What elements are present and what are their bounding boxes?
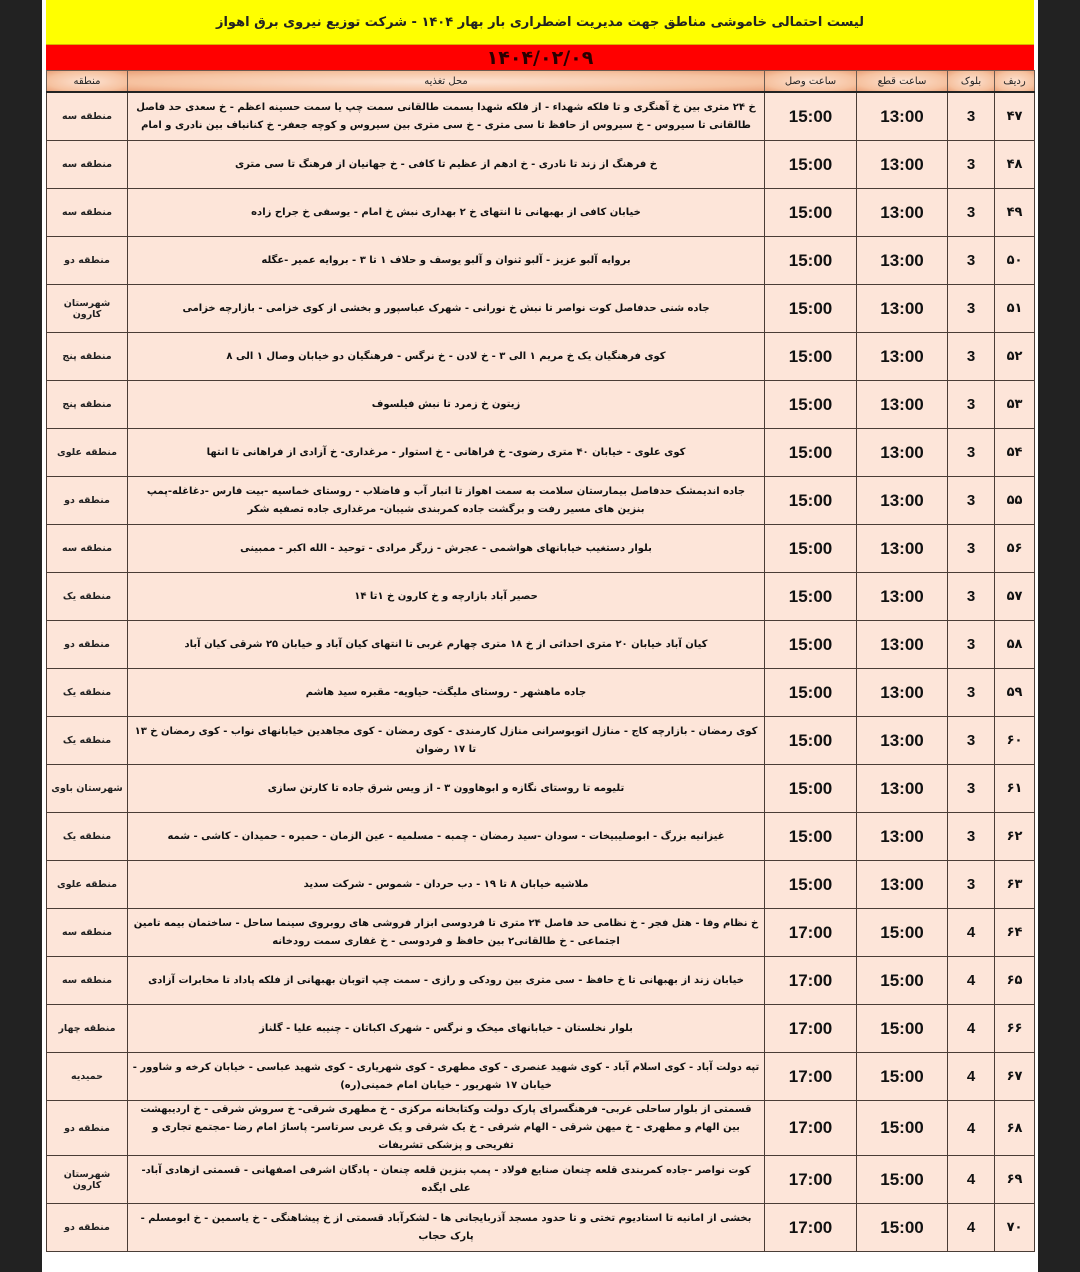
region-cell: منطقه یک xyxy=(47,813,128,861)
row-number-cell: ۶۸ xyxy=(995,1101,1035,1156)
off-time-cell: 13:00 xyxy=(857,621,948,669)
row-number-cell: ۴۸ xyxy=(995,141,1035,189)
block-cell: 3 xyxy=(948,669,995,717)
on-time-cell: 15:00 xyxy=(765,573,857,621)
row-number-cell: ۶۵ xyxy=(995,957,1035,1005)
feed-location-cell: بروایه آلبو عزیز - آلبو ثنوان و آلبو یوسف و حلاف ۱ تا ۳ - بروایه عمیر -عگله xyxy=(128,237,765,285)
block-cell: 4 xyxy=(948,909,995,957)
feed-location-cell: بلوار نخلستان - خیابانهای میخک و نرگس - شهرک اکباتان - چنیبه علیا - گلناز xyxy=(128,1005,765,1053)
feed-location-cell: جاده شنی حدفاصل کوت نواصر تا نبش خ نورانی - شهرک عباسپور و بخشی از کوی خزامی - بازارچه خزامی xyxy=(128,285,765,333)
region-cell: منطقه دو xyxy=(47,1204,128,1252)
region-cell: منطقه سه xyxy=(47,141,128,189)
block-cell: 3 xyxy=(948,333,995,381)
feed-location-cell: کوی علوی - خیابان ۴۰ متری رضوی- خ فراهانی - خ استوار - مرغداری- خ آزادی از فراهانی تا انتها xyxy=(128,429,765,477)
feed-location-cell: خ نظام وفا - هتل فجر - خ نظامی حد فاصل ۲۴ متری تا فردوسی ابزار فروشی های روبروی سینما ساحل - ساختمان بیمه تامین اجتماعی - خ طالقانی۲ بین حافظ و فردوسی - خ غفاری سمت رودخانه xyxy=(128,909,765,957)
off-time-cell: 15:00 xyxy=(857,957,948,1005)
table-row xyxy=(47,1005,1035,1053)
off-time-cell: 15:00 xyxy=(857,1053,948,1101)
title-banner xyxy=(46,0,1034,45)
feed-location-cell: غیزانیه بزرگ - ابوصلیبیخات - سودان -سید رمضان - چمبه - مسلمیه - عین الزمان - حمیره - حمیدان - کاشی - شمه xyxy=(128,813,765,861)
row-number-cell: ۶۳ xyxy=(995,861,1035,909)
block-cell: 4 xyxy=(948,1101,995,1156)
off-time-cell: 13:00 xyxy=(857,237,948,285)
on-time-cell: 17:00 xyxy=(765,957,857,1005)
table-row xyxy=(47,525,1035,573)
block-cell: 3 xyxy=(948,477,995,525)
feed-location-cell: زیتون خ زمرد تا نبش فیلسوف xyxy=(128,381,765,429)
off-time-cell: 13:00 xyxy=(857,861,948,909)
column-header-feed-location: محل تغذیه xyxy=(128,71,765,93)
row-number-cell: ۵۴ xyxy=(995,429,1035,477)
off-time-cell: 15:00 xyxy=(857,909,948,957)
region-cell: منطقه یک xyxy=(47,669,128,717)
block-cell: 4 xyxy=(948,1053,995,1101)
off-time-cell: 13:00 xyxy=(857,381,948,429)
table-row xyxy=(47,237,1035,285)
block-cell: 4 xyxy=(948,1204,995,1252)
row-number-cell: ۵۷ xyxy=(995,573,1035,621)
row-number-cell: ۵۶ xyxy=(995,525,1035,573)
block-cell: 3 xyxy=(948,813,995,861)
feed-location-cell: تلیومه تا روستای نگازه و ابوهاوون ۳ - از ویس شرق جاده تا کارتن سازی xyxy=(128,765,765,813)
block-cell: 3 xyxy=(948,621,995,669)
feed-location-cell: کوت نواصر -جاده کمربندی قلعه چنعان صنایع فولاد - پمپ بنزین قلعه چنعان - پادگان اشرفی اصفهانی - قسمتی ازهادی آباد- علی ایگده xyxy=(128,1156,765,1204)
row-number-cell: ۵۱ xyxy=(995,285,1035,333)
region-cell: شهرستان کارون xyxy=(47,285,128,333)
table-row xyxy=(47,957,1035,1005)
outage-schedule-page xyxy=(46,0,1034,1272)
off-time-cell: 13:00 xyxy=(857,333,948,381)
table-row xyxy=(47,909,1035,957)
region-cell: شهرستان کارون xyxy=(47,1156,128,1204)
feed-location-cell: حصیر آباد بازارچه و خ کارون خ ۱تا ۱۴ xyxy=(128,573,765,621)
column-header-block: بلوک xyxy=(948,71,995,93)
table-row xyxy=(47,92,1035,141)
feed-location-cell: جاده اندیمشک حدفاصل بیمارستان سلامت به سمت اهواز تا انبار آب و فاضلاب - روستای خماسیه -بیت فارس -دغاغله-پمپ بنزین های مسیر رفت و برگشت جاده کمربندی شیبان- مرغداری جاده تصفیه شکر xyxy=(128,477,765,525)
block-cell: 3 xyxy=(948,765,995,813)
feed-location-cell: بخشی از امانیه تا استادیوم تختی و تا حدود مسجد آذربایجانی ها - لشکرآباد قسمتی از خ پیشاهنگی - خ یاسمین - خ ابومسلم - پارک حجاب xyxy=(128,1204,765,1252)
off-time-cell: 15:00 xyxy=(857,1204,948,1252)
table-row xyxy=(47,381,1035,429)
off-time-cell: 13:00 xyxy=(857,92,948,141)
block-cell: 4 xyxy=(948,1156,995,1204)
on-time-cell: 15:00 xyxy=(765,141,857,189)
table-row xyxy=(47,285,1035,333)
off-time-cell: 13:00 xyxy=(857,669,948,717)
off-time-cell: 13:00 xyxy=(857,573,948,621)
table-row xyxy=(47,429,1035,477)
row-number-cell: ۵۹ xyxy=(995,669,1035,717)
table-row xyxy=(47,141,1035,189)
feed-location-cell: قسمتی از بلوار ساحلی غربی- فرهنگسرای پارک دولت وکتابخانه مرکزی - خ مطهری شرقی- خ سروش شرقی - خ اردیبهشت بین الهام و مطهری - خ میهن شرقی - الهام شرقی - خ یک شرقی و یک غربی سرتاسر- پاساژ امام رضا -مجتمع تجاری و تفریحی و پزشکی تشریفات xyxy=(128,1101,765,1156)
row-number-cell: ۶۹ xyxy=(995,1156,1035,1204)
off-time-cell: 13:00 xyxy=(857,765,948,813)
column-header-off-time: ساعت قطع xyxy=(857,71,948,93)
region-cell: منطقه سه xyxy=(47,957,128,1005)
block-cell: 3 xyxy=(948,717,995,765)
on-time-cell: 15:00 xyxy=(765,477,857,525)
on-time-cell: 15:00 xyxy=(765,525,857,573)
feed-location-cell: بلوار دستغیب خیابانهای هواشمی - عجرش - زرگر مرادی - توحید - الله اکبر - ممبینی xyxy=(128,525,765,573)
off-time-cell: 13:00 xyxy=(857,717,948,765)
on-time-cell: 15:00 xyxy=(765,621,857,669)
table-header-row xyxy=(47,71,1035,93)
on-time-cell: 15:00 xyxy=(765,861,857,909)
region-cell: منطقه سه xyxy=(47,909,128,957)
table-row xyxy=(47,189,1035,237)
feed-location-cell: کوی فرهنگیان یک خ مریم ۱ الی ۳ - خ لادن - خ نرگس - فرهنگیان دو خیابان وصال ۱ الی ۸ xyxy=(128,333,765,381)
table-row xyxy=(47,1156,1035,1204)
region-cell: منطقه یک xyxy=(47,573,128,621)
region-cell: منطقه دو xyxy=(47,237,128,285)
row-number-cell: ۶۰ xyxy=(995,717,1035,765)
region-cell: منطقه پنج xyxy=(47,333,128,381)
column-header-region: منطقه xyxy=(47,71,128,93)
table-row xyxy=(47,1101,1035,1156)
region-cell: منطقه دو xyxy=(47,477,128,525)
block-cell: 3 xyxy=(948,381,995,429)
block-cell: 3 xyxy=(948,285,995,333)
feed-location-cell: خ ۲۴ متری بین خ آهنگری و تا فلکه شهداء - از فلکه شهدا بسمت طالقانی سمت چپ یا سمت حسینه اعظم - خ سعدی حد فاصل طالقانی تا سیروس - خ سیروس از حافظ تا سی متری - خ سی متری بین سیروس و کوچه جعفر- خ کنانباف بین نادری و امام xyxy=(128,92,765,141)
feed-location-cell: تپه دولت آباد - کوی اسلام آباد - کوی شهید عنصری - کوی مطهری - کوی شهریاری - کوی شهید عباسی - خیابان کرخه و شاوور - خیابان ۱۷ شهریور - خیابان امام خمینی(ره) xyxy=(128,1053,765,1101)
row-number-cell: ۵۵ xyxy=(995,477,1035,525)
region-cell: شهرستان باوی xyxy=(47,765,128,813)
on-time-cell: 15:00 xyxy=(765,285,857,333)
row-number-cell: ۷۰ xyxy=(995,1204,1035,1252)
region-cell: منطقه پنج xyxy=(47,381,128,429)
schedule-date: ۱۴۰۴/۰۲/۰۹ xyxy=(486,46,594,69)
on-time-cell: 17:00 xyxy=(765,909,857,957)
block-cell: 3 xyxy=(948,141,995,189)
block-cell: 3 xyxy=(948,92,995,141)
on-time-cell: 15:00 xyxy=(765,813,857,861)
region-cell: منطقه یک xyxy=(47,717,128,765)
region-cell: منطقه سه xyxy=(47,92,128,141)
outage-table xyxy=(46,70,1035,1252)
on-time-cell: 17:00 xyxy=(765,1005,857,1053)
feed-location-cell: خیابان زند از بهبهانی تا خ حافظ - سی متری بین رودکی و رازی - سمت چپ اتوبان بهبهانی از فلکه پاداد تا مخابرات آزادی xyxy=(128,957,765,1005)
table-row xyxy=(47,1204,1035,1252)
row-number-cell: ۶۲ xyxy=(995,813,1035,861)
row-number-cell: ۵۲ xyxy=(995,333,1035,381)
table-row xyxy=(47,333,1035,381)
table-row xyxy=(47,765,1035,813)
row-number-cell: ۵۰ xyxy=(995,237,1035,285)
date-banner xyxy=(46,45,1034,70)
region-cell: منطقه چهار xyxy=(47,1005,128,1053)
table-row xyxy=(47,477,1035,525)
feed-location-cell: جاده ماهشهر - روستای ملیگث- حیاویه- مقبره سید هاشم xyxy=(128,669,765,717)
on-time-cell: 15:00 xyxy=(765,237,857,285)
block-cell: 3 xyxy=(948,573,995,621)
on-time-cell: 15:00 xyxy=(765,333,857,381)
off-time-cell: 13:00 xyxy=(857,429,948,477)
block-cell: 3 xyxy=(948,525,995,573)
row-number-cell: ۴۹ xyxy=(995,189,1035,237)
row-number-cell: ۵۳ xyxy=(995,381,1035,429)
on-time-cell: 15:00 xyxy=(765,717,857,765)
region-cell: منطقه دو xyxy=(47,1101,128,1156)
region-cell: منطقه سه xyxy=(47,189,128,237)
table-row xyxy=(47,1053,1035,1101)
page-title: لیست احتمالی خاموشی مناطق جهت مدیریت اضطراری بار بهار ۱۴۰۴ - شرکت توزیع نیروی برق اهواز xyxy=(215,14,865,30)
table-row xyxy=(47,669,1035,717)
block-cell: 3 xyxy=(948,237,995,285)
on-time-cell: 17:00 xyxy=(765,1204,857,1252)
feed-location-cell: کیان آباد خیابان ۲۰ متری احداثی از خ ۱۸ متری چهارم غربی تا انتهای کیان آباد و خیابان ۲۵ شرقی کیان آباد xyxy=(128,621,765,669)
row-number-cell: ۶۶ xyxy=(995,1005,1035,1053)
off-time-cell: 13:00 xyxy=(857,189,948,237)
on-time-cell: 15:00 xyxy=(765,381,857,429)
on-time-cell: 15:00 xyxy=(765,765,857,813)
off-time-cell: 13:00 xyxy=(857,141,948,189)
off-time-cell: 15:00 xyxy=(857,1101,948,1156)
on-time-cell: 15:00 xyxy=(765,189,857,237)
table-row xyxy=(47,717,1035,765)
off-time-cell: 13:00 xyxy=(857,813,948,861)
row-number-cell: ۶۱ xyxy=(995,765,1035,813)
row-number-cell: ۶۴ xyxy=(995,909,1035,957)
on-time-cell: 15:00 xyxy=(765,669,857,717)
table-row xyxy=(47,861,1035,909)
block-cell: 3 xyxy=(948,429,995,477)
off-time-cell: 13:00 xyxy=(857,477,948,525)
on-time-cell: 15:00 xyxy=(765,429,857,477)
row-number-cell: ۶۷ xyxy=(995,1053,1035,1101)
column-header-row-number: ردیف xyxy=(995,71,1035,93)
off-time-cell: 13:00 xyxy=(857,525,948,573)
table-row xyxy=(47,813,1035,861)
row-number-cell: ۴۷ xyxy=(995,92,1035,141)
region-cell: منطقه دو xyxy=(47,621,128,669)
table-row xyxy=(47,573,1035,621)
document-sheet xyxy=(42,0,1038,1272)
off-time-cell: 15:00 xyxy=(857,1156,948,1204)
feed-location-cell: کوی رمضان - بازارچه کاج - منازل اتوبوسرانی منازل کارمندی - کوی رمضان - کوی مجاهدین خیابانهای نواب - کوی رمضان خ ۱۳ تا ۱۷ رضوان xyxy=(128,717,765,765)
off-time-cell: 13:00 xyxy=(857,285,948,333)
block-cell: 4 xyxy=(948,1005,995,1053)
column-header-on-time: ساعت وصل xyxy=(765,71,857,93)
on-time-cell: 17:00 xyxy=(765,1156,857,1204)
on-time-cell: 15:00 xyxy=(765,92,857,141)
on-time-cell: 17:00 xyxy=(765,1053,857,1101)
feed-location-cell: ملاشیه خیابان ۸ تا ۱۹ - دب حردان - شموس - شرکت سدید xyxy=(128,861,765,909)
table-body xyxy=(47,92,1035,1252)
off-time-cell: 15:00 xyxy=(857,1005,948,1053)
table-row xyxy=(47,621,1035,669)
region-cell: منطقه سه xyxy=(47,525,128,573)
block-cell: 3 xyxy=(948,189,995,237)
on-time-cell: 17:00 xyxy=(765,1101,857,1156)
region-cell: حمیدیه xyxy=(47,1053,128,1101)
block-cell: 4 xyxy=(948,957,995,1005)
feed-location-cell: خ فرهنگ از زند تا نادری - خ ادهم از عظیم تا کافی - خ جهانیان از فرهنگ تا سی متری xyxy=(128,141,765,189)
feed-location-cell: خیابان کافی از بهبهانی تا انتهای خ ۲ بهداری نبش خ امام - یوسفی خ جراح زاده xyxy=(128,189,765,237)
block-cell: 3 xyxy=(948,861,995,909)
region-cell: منطقه علوی xyxy=(47,429,128,477)
row-number-cell: ۵۸ xyxy=(995,621,1035,669)
region-cell: منطقه علوی xyxy=(47,861,128,909)
